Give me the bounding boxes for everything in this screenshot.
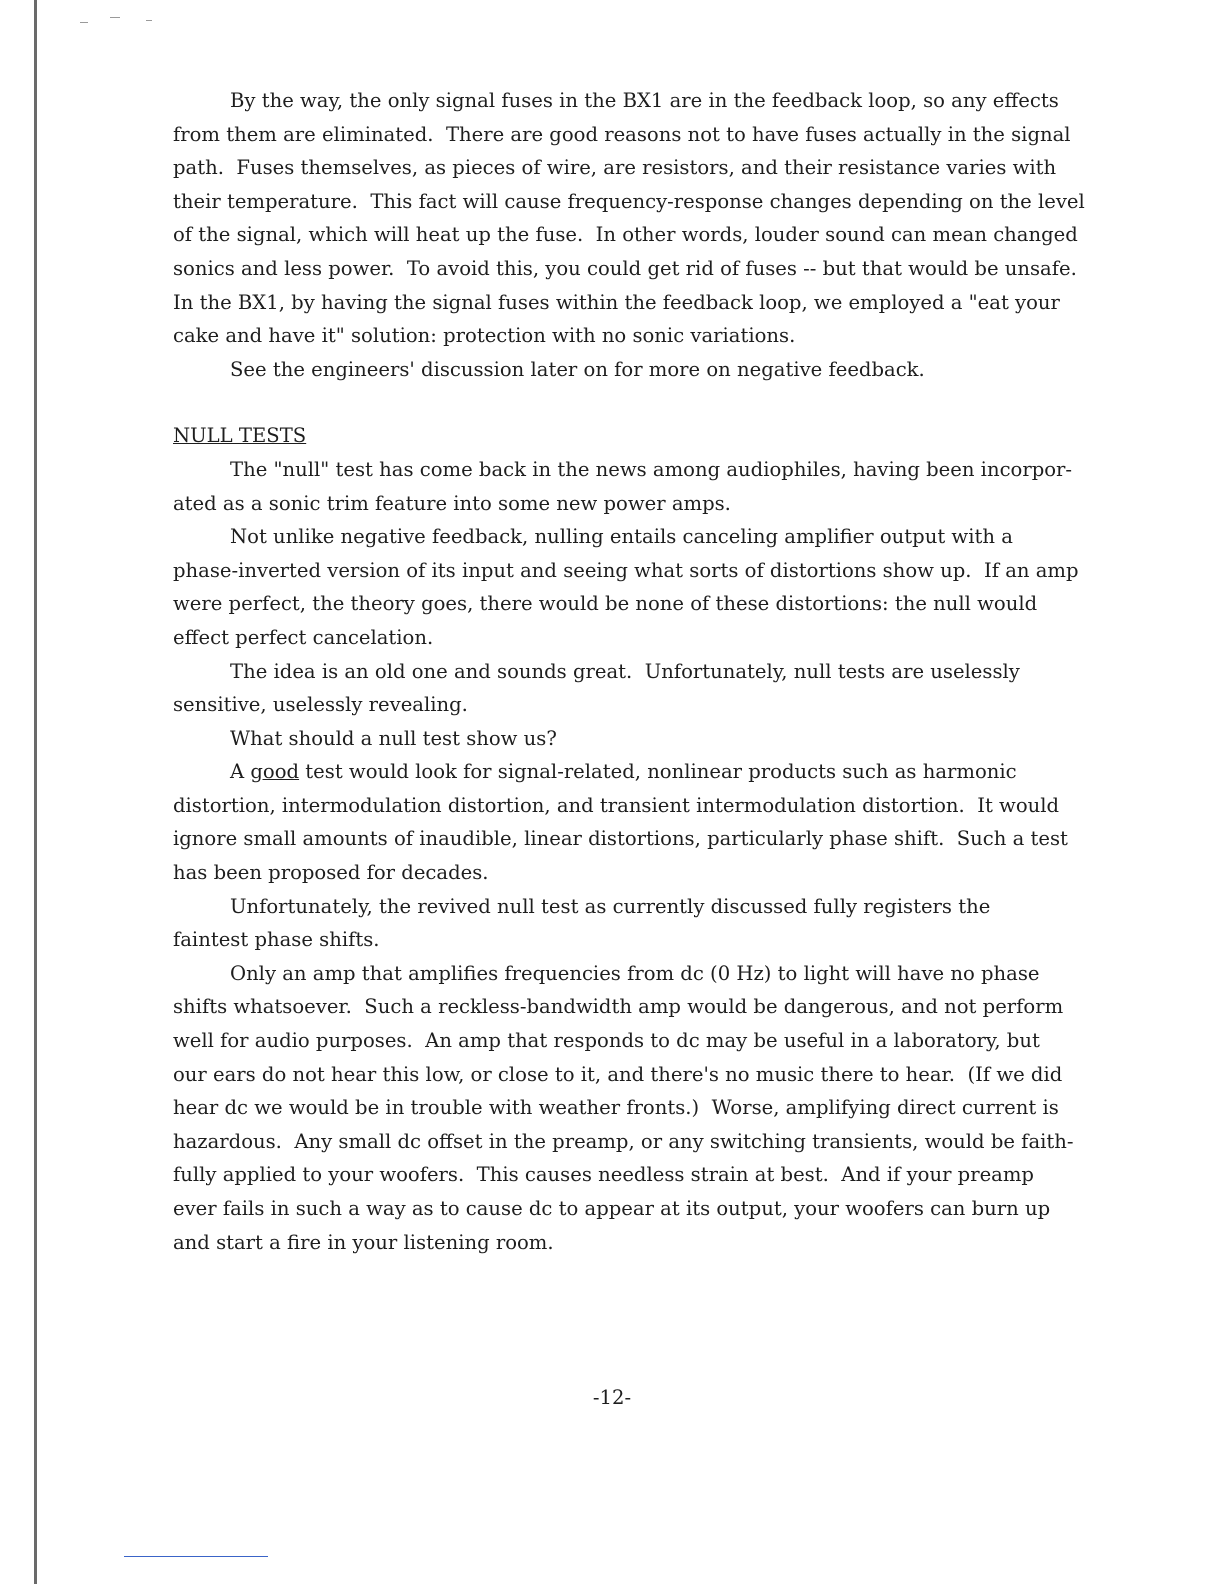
text-line: of the signal, which will heat up the fuse. In other words, louder sound can mean changed: [173, 223, 1078, 247]
paragraph-nulling: [173, 520, 1079, 654]
text-line: Only an amp that amplifies frequencies from dc (0 Hz) to light will have no phase: [230, 961, 1040, 985]
text-line: phase-inverted version of its input and seeing what sorts of distortions show up. If an amp: [173, 558, 1079, 582]
paragraph-revived: [173, 890, 1073, 957]
footnote-rule: [124, 1556, 268, 1557]
text-line: cake and have it" solution: protection with no sonic variations.: [173, 324, 796, 348]
paragraph-see-engineers: [173, 353, 1073, 387]
text-line: shifts whatsoever. Such a reckless-bandwidth amp would be dangerous, and not perform: [173, 995, 1064, 1019]
text-line: distortion, intermodulation distortion, and transient intermodulation distortion. It would: [173, 793, 1060, 817]
paragraph-good-test: [173, 755, 1073, 889]
text-line: By the way, the only signal fuses in the BX1 are in the feedback loop, so any effects: [230, 89, 1059, 112]
emphasis-good: good: [250, 760, 300, 784]
section-heading: [173, 419, 1073, 453]
text-line: effect perfect cancelation.: [173, 625, 434, 649]
text-fragment: A: [230, 760, 251, 784]
text-line: path. Fuses themselves, as pieces of wire, are resistors, and their resistance varies with: [173, 156, 1057, 180]
text-line: were perfect, the theory goes, there would be none of these distortions: the null would: [173, 592, 1038, 616]
paragraph-fuses: [173, 84, 1085, 353]
text-line: What should a null test show us?: [230, 726, 557, 750]
text-line: sensitive, uselessly revealing.: [173, 693, 468, 717]
page-number: -12-: [592, 1386, 632, 1409]
text-line: Unfortunately, the revived null test as currently discussed fully registers the: [230, 894, 991, 918]
text-line: See the engineers' discussion later on for more on negative feedback.: [230, 357, 925, 381]
text-line: In the BX1, by having the signal fuses within the feedback loop, we employed a "eat your: [173, 290, 1060, 314]
text-fragment: test would look for signal-related, nonlinear products such as harmonic: [299, 760, 1017, 784]
text-line: [173, 755, 1073, 789]
text-line: has been proposed for decades.: [173, 861, 489, 885]
text-line: their temperature. This fact will cause frequency-response changes depending on the level: [173, 189, 1085, 213]
text-line: and start a fire in your listening room.: [173, 1230, 554, 1254]
text-line: well for audio purposes. An amp that responds to dc may be useful in a laboratory, but: [173, 1029, 1040, 1053]
text-line: our ears do not hear this low, or close to it, and there's no music there to hear. (If we did: [173, 1062, 1063, 1086]
heading-null-tests: NULL TESTS: [173, 424, 307, 448]
text-line: The "null" test has come back in the news among audiophiles, having been incorpor-: [230, 457, 1073, 481]
paragraph-question: [173, 722, 1073, 756]
text-line: hear dc we would be in trouble with weather fronts.) Worse, amplifying direct current is: [173, 1096, 1059, 1120]
text-line: from them are eliminated. There are good reasons not to have fuses actually in the signal: [173, 122, 1071, 146]
text-line: ignore small amounts of inaudible, linear distortions, particularly phase shift. Such a test: [173, 827, 1068, 851]
paragraph-null-intro: [173, 453, 1073, 520]
text-line: ated as a sonic trim feature into some new power amps.: [173, 491, 731, 515]
text-line: sonics and less power. To avoid this, you could get rid of fuses -- but that would be unsafe.: [173, 256, 1077, 280]
text-line: hazardous. Any small dc offset in the preamp, or any switching transients, would be faith-: [173, 1129, 1074, 1153]
scan-marks: [80, 14, 160, 26]
text-line: fully applied to your woofers. This causes needless strain at best. And if your preamp: [173, 1163, 1034, 1187]
paragraph-idea: [173, 655, 1073, 722]
text-line: Not unlike negative feedback, nulling entails canceling amplifier output with a: [230, 525, 1013, 549]
text-line: The idea is an old one and sounds great. Unfortunately, null tests are uselessly: [230, 659, 1020, 683]
binding-edge: [34, 0, 37, 1584]
page-body: [173, 84, 1085, 1259]
paragraph-dc: [173, 957, 1073, 1259]
text-line: ever fails in such a way as to cause dc to appear at its output, your woofers can burn up: [173, 1197, 1051, 1220]
text-line: faintest phase shifts.: [173, 928, 380, 952]
